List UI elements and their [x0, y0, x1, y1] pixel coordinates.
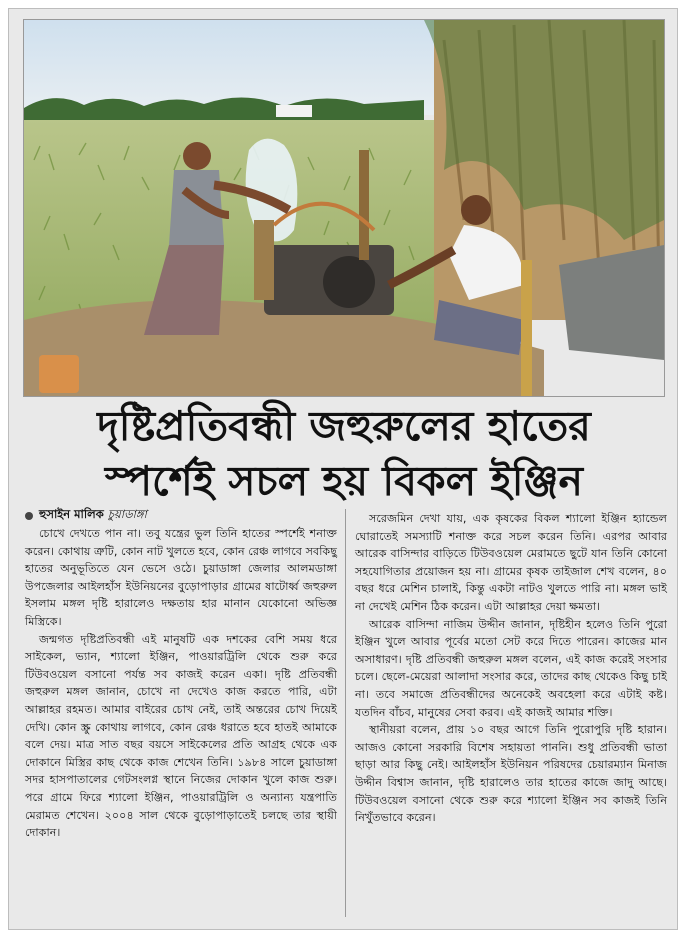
paragraph: আরেক বাসিন্দা নাজিম উদ্দীন জানান, দৃষ্টিহীন হলেও তিনি পুরো ইঞ্জিন খুলে আবার পূর্বের মতো সেট করে দিতে পারেন। কাজের মান অসাধারণ। দৃষ্টি প্রতিবন্ধী জহুরুল মঙ্গল বলেন, এই কাজ করেই সংসার চলে। ছেলে-মেয়েরা আলাদা সংসার করে, তাদের কাছ থেকেও কিছু চাই না। তবে সমাজে প্রতিবন্ধীদের অনেকেই অবহেলা করে এটাই কষ্ট। যতদিন বাঁচব, মানুষের সেবা করব। এই কাজই আমার শক্তি।	[355, 617, 667, 719]
byline-place: চুয়াডাঙ্গা	[107, 507, 147, 521]
bullet-icon	[25, 512, 33, 520]
article-column-left	[25, 525, 337, 842]
paragraph: সরেজমিন দেখা যায়, এক কৃষকের বিকল শ্যালো ইঞ্জিন হ্যান্ডেল ঘোরাতেই সমস্যাটি শনাক্ত করে সচল করেন তিনি। এরপর আবার আরেক বাসিন্দার বাড়িতে টিউবওয়েল মেরামতে ছুটে যান তিনি কোনো সহযোগিতার প্রয়োজন হয় না। গ্রামের কৃষক তাইজাল শেখ বলেন, ৪০ বছর ধরে মেশিন চালাই, কিন্তু একটা নাটও খুলতে পারি না। মঙ্গল ভাই না দেখেই মেশিন ঠিক করেন। এটা আল্লাহর দেয়া ক্ষমতা।	[355, 512, 667, 613]
paragraph: জন্মগত দৃষ্টিপ্রতিবন্ধী এই মানুষটি এক দশকের বেশি সময় ধরে সাইকেল, ভ্যান, শ্যালো ইঞ্জিন, পাওয়ারট্রিলি থেকে শুরু করে টিউবওয়েল বসানো পর্যন্ত সব কাজই করেন একা। দৃষ্টি প্রতিবন্ধী জহুরুল মঙ্গল জানান, চোখে না দেখেও কাজ করতে পারি, এটা আল্লাহর রহমত। আমার বাইরের চোখ নেই, তাই অন্তরের চোখ দিয়েই দেখি। কোন স্ক্রু কোথায় লাগবে, কোন রেঞ্চ ধরাতে হবে হাতই আমাকে বলে দেয়। মাত্র সাত বছর বয়সে সাইকেলের প্রতি আগ্রহ থেকে এক দোকানে মিস্ত্রির কাছ থেকে কাজ শেখেন তিনি। ১৯৮৪ সালে চুয়াডাঙ্গা সদর হাসপাতালের গেটসংলগ্ন স্থানে নিজের দোকান খুলে কাজ শুরু। পরে গ্রামে ফিরে শ্যালো ইঞ্জিন, পাওয়ারট্রিলি ও অন্যান্য যন্ত্রপাতি মেরামত শেখেন। ২০০৪ সাল থেকে বুড়োপাড়াতেই চলছে তার স্থায়ী দোকান।	[25, 632, 337, 840]
headline	[19, 399, 669, 509]
byline	[25, 506, 147, 525]
news-photo	[23, 19, 665, 397]
newspaper-clipping	[8, 8, 678, 930]
column-divider	[345, 509, 346, 917]
paragraph: স্থানীয়রা বলেন, প্রায় ১০ বছর আগে তিনি পুরোপুরি দৃষ্টি হারান। আজও কোনো সরকারি বিশেষ সহায়তা পাননি। শুধু প্রতিবন্ধী ভাতা ছাড়া আর কিছু নেই। আইলহাঁস ইউনিয়ন পরিষদের চেয়ারম্যান মিনাজ উদ্দীন বিশ্বাস জানান, দৃষ্টি হারালেও তার হাতের কাজে জাদু আছে। টিউবওয়েল বসানো থেকে শুরু করে শ্যালো ইঞ্জিন সব কাজই তিনি নিখুঁতভাবে করেন।	[355, 723, 667, 825]
headline-line-2: স্পর্শেই সচল হয় বিকল ইঞ্জিন	[105, 457, 583, 505]
article-column-right	[355, 510, 667, 827]
headline-line-1: দৃষ্টিপ্রতিবন্ধী জহুরুলের হাতের	[97, 402, 591, 450]
byline-author: হুসাইন মালিক	[39, 507, 104, 521]
paragraph: চোখে দেখতে পান না। তবু যন্ত্রের ভুল তিনি হাতের স্পর্শেই শনাক্ত করেন। কোথায় ত্রুটি, কোন নাট খুলতে হবে, কোন রেঞ্চ লাগবে সবকিছু হাতের অনুভূতিতে যেন ভেসে ওঠে। চুয়াডাঙ্গা জেলার আলমডাঙ্গা উপজেলার আইলহাঁস ইউনিয়নের বুড়োপাড়ার গ্রামের ষাটোর্ধ্ব জহুরুল ইসলাম মঙ্গল দৃষ্টি হারালেও দক্ষতায় হার মানান যেকোনো অভিজ্ঞ মিস্ত্রিকে।	[25, 527, 337, 628]
